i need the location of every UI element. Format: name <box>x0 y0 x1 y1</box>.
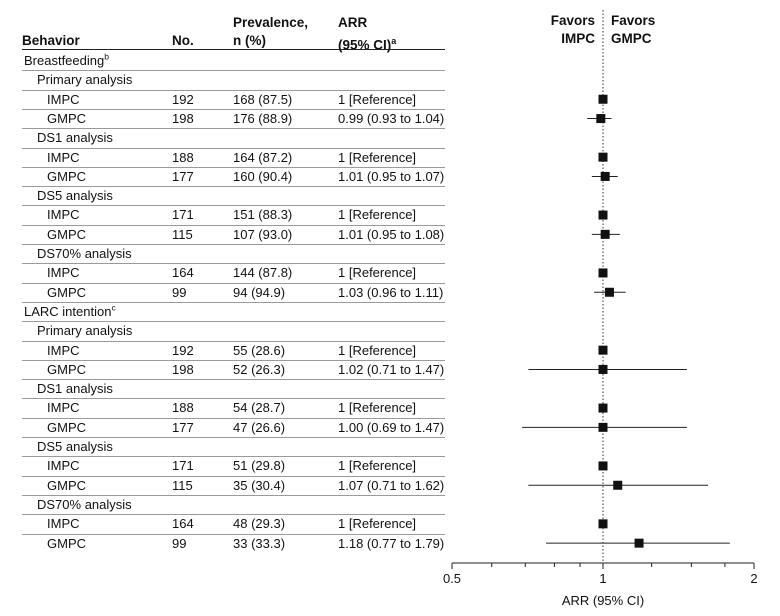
point-marker <box>599 461 608 470</box>
prevalence-cell: 94 (94.9) <box>233 284 286 300</box>
row-label-text: GMPC <box>47 361 86 377</box>
prevalence-cell: 48 (29.3) <box>233 516 286 532</box>
point-marker <box>613 481 622 490</box>
group-row <box>0 321 445 340</box>
row-label <box>37 244 132 263</box>
row-label-text: Primary analysis <box>37 323 133 339</box>
table-row <box>0 283 445 302</box>
row-label-text: IMPC <box>47 400 80 416</box>
point-marker <box>599 95 608 104</box>
arm-label <box>47 418 86 437</box>
n-cell: 192 <box>172 91 194 107</box>
arr-cell: 1.00 (0.69 to 1.47) <box>338 419 445 435</box>
point-marker <box>599 404 608 413</box>
group-row <box>0 186 445 205</box>
row-label-text: GMPC <box>47 168 86 184</box>
header-arr-line1: ARR <box>338 15 368 30</box>
section-row <box>0 302 445 321</box>
point-marker <box>599 153 608 162</box>
arm-label <box>47 398 80 417</box>
favors-gmpc-label: Favors <box>611 13 656 28</box>
n-cell: 198 <box>172 361 194 377</box>
x-tick-label: 2 <box>750 571 758 586</box>
point-marker <box>599 211 608 220</box>
arr-cell: 0.99 (0.93 to 1.04) <box>338 110 445 126</box>
arm-label <box>47 360 86 379</box>
point-marker <box>605 288 614 297</box>
prevalence-cell: 164 (87.2) <box>233 149 293 165</box>
n-cell: 171 <box>172 207 194 223</box>
row-label-text: DS5 analysis <box>37 439 113 454</box>
arr-cell: 1.02 (0.71 to 1.47) <box>338 361 445 377</box>
row-label-text: IMPC <box>47 91 80 107</box>
table-row <box>0 534 445 553</box>
row-label-text: GMPC <box>47 110 86 126</box>
prevalence-cell: 160 (90.4) <box>233 168 293 184</box>
arr-cell: 1 [Reference] <box>338 207 417 223</box>
n-cell: 171 <box>172 458 194 474</box>
table-row <box>0 476 445 495</box>
row-label-text: GMPC <box>47 284 86 300</box>
row-label-text: GMPC <box>47 535 86 551</box>
prevalence-cell: 35 (30.4) <box>233 477 286 493</box>
prevalence-cell: 168 (87.5) <box>233 91 293 107</box>
arm-label <box>47 514 80 533</box>
x-axis-title: ARR (95% CI) <box>561 593 645 608</box>
table-row <box>0 418 445 437</box>
prevalence-cell: 151 (88.3) <box>233 207 293 223</box>
point-marker <box>599 268 608 277</box>
row-label-text: Breastfeeding <box>24 53 105 68</box>
arr-cell: 1.01 (0.95 to 1.08) <box>338 226 445 242</box>
n-cell: 99 <box>172 535 187 551</box>
row-label-text: DS5 analysis <box>37 188 113 204</box>
prevalence-cell: 33 (33.3) <box>233 535 286 551</box>
row-label-text: GMPC <box>47 419 86 435</box>
group-row <box>0 70 445 89</box>
x-tick-label: 0.5 <box>442 571 462 586</box>
forest-plot <box>440 0 780 616</box>
arm-label <box>47 476 86 495</box>
prevalence-cell: 52 (26.3) <box>233 361 286 377</box>
footnote-marker: b <box>104 51 109 62</box>
header-rule <box>22 49 445 50</box>
arr-cell: 1 [Reference] <box>338 458 417 474</box>
arr-cell: 1 [Reference] <box>338 342 417 358</box>
favors-impc-label: Favors <box>550 13 595 28</box>
point-marker <box>599 519 608 528</box>
group-row <box>0 437 445 456</box>
n-cell: 188 <box>172 149 194 165</box>
table-row <box>0 514 445 533</box>
arm-label <box>47 90 80 109</box>
row-label <box>37 70 132 89</box>
row-label-text: DS70% analysis <box>37 246 132 261</box>
table-row <box>0 456 445 475</box>
point-marker <box>599 423 608 432</box>
row-label <box>24 51 109 70</box>
arr-cell: 1 [Reference] <box>338 400 417 416</box>
row-label-text: IMPC <box>47 265 80 281</box>
prevalence-cell: 55 (28.6) <box>233 342 286 358</box>
row-label-text: LARC intention <box>24 303 112 319</box>
row-label <box>37 186 113 205</box>
n-cell: 192 <box>172 342 194 358</box>
row-label-text: GMPC <box>47 477 86 493</box>
arr-cell: 1.18 (0.77 to 1.79) <box>338 535 445 551</box>
x-tick-label: 1 <box>599 571 607 586</box>
group-row <box>0 244 445 263</box>
arm-label <box>47 534 86 553</box>
favors-impc-label: IMPC <box>561 31 595 46</box>
row-label-text: GMPC <box>47 226 86 242</box>
table-row <box>0 90 445 109</box>
n-cell: 198 <box>172 110 194 126</box>
prevalence-cell: 54 (28.7) <box>233 400 286 416</box>
point-marker <box>596 114 605 123</box>
row-label <box>24 302 116 321</box>
row-label <box>37 437 113 456</box>
n-cell: 164 <box>172 265 194 281</box>
row-label-text: DS70% analysis <box>37 496 132 512</box>
row-label-text: DS1 analysis <box>37 130 113 146</box>
group-row <box>0 379 445 398</box>
table-row <box>0 225 445 244</box>
row-label-text: IMPC <box>47 342 80 358</box>
prevalence-cell: 144 (87.8) <box>233 265 293 281</box>
row-label <box>37 379 113 398</box>
table-row <box>0 263 445 282</box>
arm-label <box>47 283 86 302</box>
arm-label <box>47 225 86 244</box>
table-row <box>0 148 445 167</box>
table-row <box>0 167 445 186</box>
row-label-text: IMPC <box>47 458 80 474</box>
prevalence-cell: 47 (26.6) <box>233 419 286 435</box>
arr-cell: 1.07 (0.71 to 1.62) <box>338 477 445 493</box>
arm-label <box>47 456 80 475</box>
row-label-text: IMPC <box>47 207 80 223</box>
prevalence-cell: 51 (29.8) <box>233 458 286 474</box>
favors-gmpc-label: GMPC <box>611 31 652 46</box>
header-prevalence-line2: n (%) <box>233 33 266 48</box>
point-marker <box>599 346 608 355</box>
arr-cell: 1 [Reference] <box>338 265 417 281</box>
group-row <box>0 128 445 147</box>
point-marker <box>599 365 608 374</box>
header-behavior: Behavior <box>22 33 80 48</box>
n-cell: 188 <box>172 400 194 416</box>
section-row <box>0 51 445 70</box>
row-label-text: Primary analysis <box>37 72 133 88</box>
prevalence-cell: 176 (88.9) <box>233 110 293 126</box>
n-cell: 177 <box>172 168 194 184</box>
point-marker <box>601 172 610 181</box>
n-cell: 164 <box>172 516 194 532</box>
point-marker <box>635 539 644 548</box>
header-arr-text: (95% CI) <box>338 37 392 53</box>
arr-cell: 1 [Reference] <box>338 91 417 107</box>
row-label-text: IMPC <box>47 149 80 165</box>
group-row <box>0 495 445 514</box>
arr-cell: 1 [Reference] <box>338 516 417 532</box>
row-label <box>37 495 132 514</box>
table-row <box>0 398 445 417</box>
arm-label <box>47 109 86 128</box>
table-row <box>0 205 445 224</box>
row-label-text: DS1 analysis <box>37 381 113 397</box>
header-no: No. <box>172 33 194 48</box>
arr-cell: 1.03 (0.96 to 1.11) <box>338 284 444 300</box>
point-marker <box>601 230 610 239</box>
arm-label <box>47 205 80 224</box>
table-row <box>0 109 445 128</box>
n-cell: 115 <box>172 226 193 242</box>
table-row <box>0 341 445 360</box>
footnote-marker: c <box>111 302 116 313</box>
n-cell: 115 <box>172 477 193 493</box>
arm-label <box>47 263 80 282</box>
row-label-text: IMPC <box>47 516 80 532</box>
header-prevalence-line1: Prevalence, <box>233 15 309 30</box>
row-label <box>37 128 113 147</box>
row-label <box>37 321 132 340</box>
n-cell: 99 <box>172 284 187 300</box>
prevalence-cell: 107 (93.0) <box>233 226 293 242</box>
arr-cell: 1.01 (0.95 to 1.07) <box>338 168 445 184</box>
arr-cell: 1 [Reference] <box>338 149 417 165</box>
arm-label <box>47 148 80 167</box>
arm-label <box>47 167 86 186</box>
arm-label <box>47 341 80 360</box>
table-row <box>0 360 445 379</box>
header-arr-footnote: a <box>391 36 397 46</box>
n-cell: 177 <box>172 419 194 435</box>
